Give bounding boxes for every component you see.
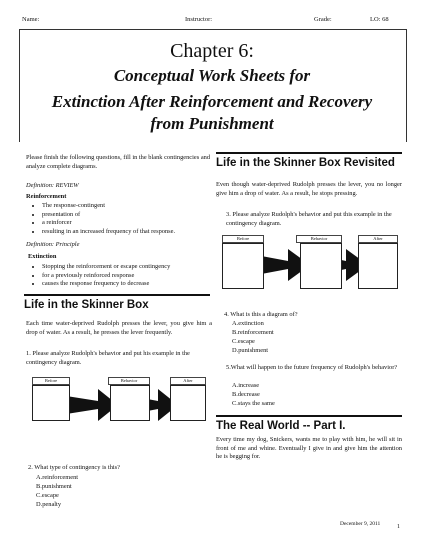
reinforcement-heading: Reinforcement <box>26 193 67 200</box>
list-item: • for a previously reinforced response <box>42 272 232 281</box>
question-4: 4. What is this a diagram of? <box>224 311 298 318</box>
list-item: • a reinforcer <box>42 219 232 228</box>
question-1: 1. Please analyze Rudolph's behavior and put his example in the contingency diagram. <box>26 350 190 366</box>
intro-text: Please finish the following questions, fill in the blank contingencies and analyze complete diagrams. <box>26 154 211 170</box>
before-box[interactable] <box>222 243 264 289</box>
section1-text: Each time water-deprived Rudolph presses the lever, you give him a drop of water. As a result, he presses the lever frequently. <box>26 320 212 336</box>
q2-option-b: B.punishment <box>36 483 72 490</box>
q2-option-d: D.penalty <box>36 501 62 508</box>
q4-option-c: C.escape <box>232 338 255 345</box>
reinforcement-list <box>28 202 232 236</box>
q2-option-c: C.escape <box>36 492 59 499</box>
q5-option-b: B.decrease <box>232 391 260 398</box>
instructor-label: Instructor: <box>185 16 213 23</box>
extinction-heading: Extinction <box>28 253 57 260</box>
list-item: • Stopping the reinforcement or escape contingency <box>42 263 232 272</box>
section3-text: Every time my dog, Snickers, wants me to play with him, he will sit in front of me and whine. Eventually I give in and give him the attention he is begging for. <box>216 436 402 461</box>
page-number: 1 <box>397 524 400 530</box>
title-line1: Conceptual Work Sheets for <box>113 66 311 85</box>
question-2: 2. What type of contingency is this? <box>28 464 120 471</box>
after-box[interactable] <box>170 385 206 421</box>
section-skinner-box: Life in the Skinner Box <box>24 294 210 311</box>
extinction-list <box>28 263 232 289</box>
definition-review-label: Definition: REVIEW <box>26 182 79 189</box>
q2-option-a: A.reinforcement <box>36 474 79 481</box>
definition-principle-label: Definition: Principle <box>26 241 80 248</box>
lo-label: LO: 68 <box>370 16 389 23</box>
contingency-diagram-right <box>218 233 400 303</box>
q4-option-d: D.punishment <box>232 347 269 354</box>
before-box[interactable] <box>32 385 70 421</box>
section-skinner-box-revisited: Life in the Skinner Box Revisited <box>216 152 402 169</box>
title-line2: Extinction After Reinforcement and Recovery <box>51 92 373 111</box>
behavior-label: Behavior <box>296 235 342 243</box>
list-item: • causes the response frequency to decrease <box>42 280 232 289</box>
section2-text: Even though water-deprived Rudolph presses the lever, you no longer give him a drop of water. As a result, he stops pressing. <box>216 181 402 197</box>
before-label: Before <box>32 377 70 385</box>
list-item: • presentation of <box>42 211 232 220</box>
behavior-box[interactable] <box>110 385 150 421</box>
chapter-title: Chapter 6: <box>170 40 254 62</box>
q4-option-b: B.reinforcement <box>232 329 274 336</box>
title-line3: from Punishment <box>150 114 274 133</box>
question-5: 5.What will happen to the future frequency of Rudolph's behavior? <box>226 364 398 371</box>
q5-option-c: C.stays the same <box>232 400 275 407</box>
contingency-diagram-left <box>30 375 208 445</box>
name-label: Name: <box>22 16 40 23</box>
after-box[interactable] <box>358 243 398 289</box>
behavior-box[interactable] <box>300 243 342 289</box>
behavior-label: Behavior <box>108 377 150 385</box>
list-item: • resulting in an increased frequency of that response. <box>42 228 232 237</box>
after-label: After <box>170 377 206 385</box>
list-item: • The response-contingent <box>42 202 232 211</box>
q4-option-a: A.extinction <box>232 320 264 327</box>
before-label: Before <box>222 235 264 243</box>
after-label: After <box>358 235 398 243</box>
grade-label: Grade: <box>314 16 332 23</box>
question-3: 3. Please analyze Rudolph's behavior and put this example in the contingency diagram. <box>226 211 392 227</box>
footer-date: December 9, 2011 <box>340 521 381 527</box>
section-real-world: The Real World -- Part I. <box>216 415 402 432</box>
q5-option-a: A.increase <box>232 382 260 389</box>
